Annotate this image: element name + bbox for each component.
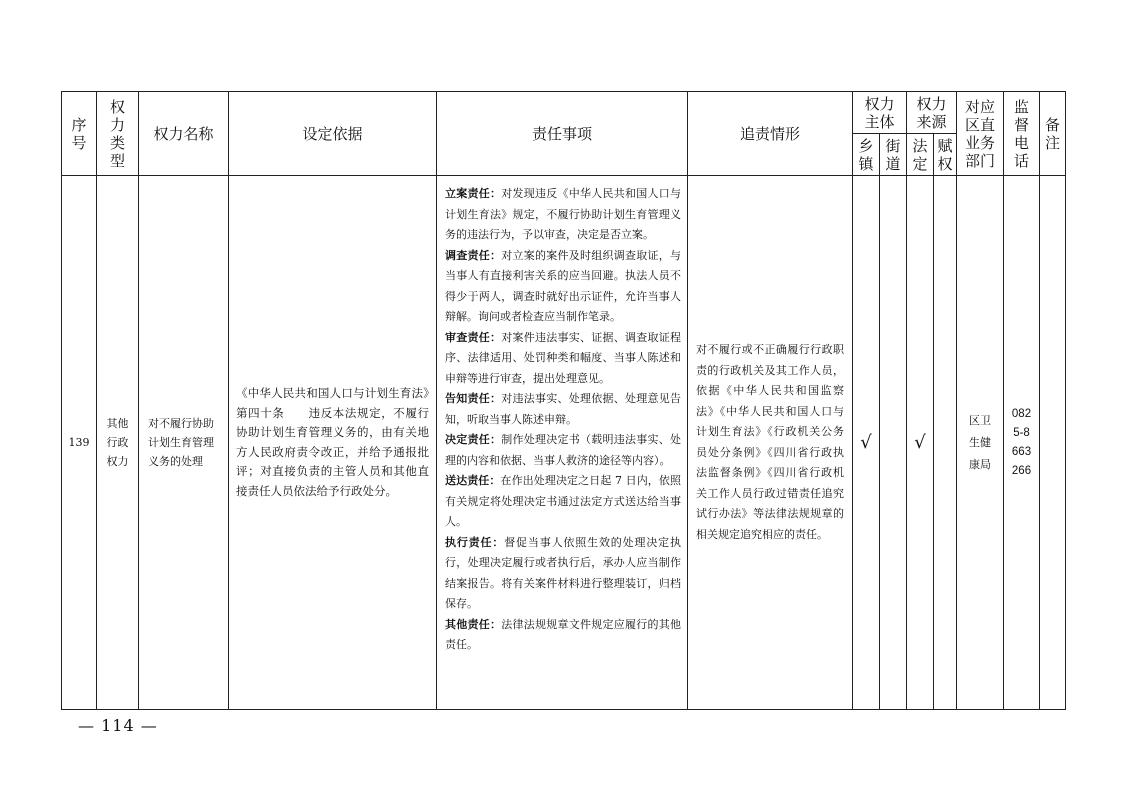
header-phone: 监督电话 bbox=[1004, 92, 1040, 176]
phone-line: 082 bbox=[1011, 407, 1032, 420]
duty-item bbox=[445, 389, 681, 430]
duty-text: 在作出处理决定之日起 7 日内，依照有关规定将处理决定书通过法定方式送达给当事人。 bbox=[445, 474, 681, 528]
duty-label: 其他责任： bbox=[445, 617, 502, 631]
duty-text: 对发现违反《中华人民共和国人口与计划生育法》规定，不履行协助计划生育管理义务的违法行为，予以审查，决定是否立案。 bbox=[445, 187, 681, 241]
header-remark: 备注 bbox=[1040, 92, 1066, 176]
duty-label: 告知责任： bbox=[445, 392, 502, 405]
duty-item bbox=[445, 430, 681, 471]
row-dept: 区卫生健康局 bbox=[957, 176, 1004, 710]
duty-text: 法律法规规章文件规定应履行的其他责任。 bbox=[445, 617, 681, 651]
row-source-granted bbox=[934, 176, 957, 710]
header-subject-street: 街道 bbox=[880, 134, 907, 176]
phone-line: 5-8 bbox=[1013, 426, 1030, 439]
duty-label: 决定责任： bbox=[445, 433, 502, 446]
page-number: — 114 — bbox=[78, 716, 158, 735]
row-basis: 《中华人民共和国人口与计划生育法》第四十条 违反本法规定，不履行协助计划生育管理义务的，由有关地方人民政府责令改正，并给予通报批评；对直接负责的主管人员和其他直接责任人员依法给予行政处分。 bbox=[229, 176, 437, 710]
header-row bbox=[62, 92, 1066, 134]
phone-line: 266 bbox=[1011, 464, 1032, 477]
duty-label: 调查责任： bbox=[445, 248, 502, 262]
row-subject-town: √ bbox=[853, 176, 880, 710]
row-name: 对不履行协助计划生育管理义务的处理 bbox=[139, 176, 229, 710]
power-list-table bbox=[61, 91, 1066, 710]
row-duties bbox=[437, 176, 688, 710]
row-type: 其他行政权力 bbox=[97, 176, 139, 710]
row-source-legal: √ bbox=[907, 176, 934, 710]
header-dept: 对应区直业务部门 bbox=[957, 92, 1004, 176]
header-duty: 责任事项 bbox=[437, 92, 688, 176]
duty-item bbox=[445, 471, 681, 533]
duty-label: 审查责任： bbox=[445, 330, 502, 344]
header-subject: 权力主体 bbox=[853, 92, 907, 134]
row-subject-street bbox=[880, 176, 907, 710]
header-accountability: 追责情形 bbox=[688, 92, 853, 176]
header-subject-town: 乡镇 bbox=[853, 134, 880, 176]
duty-text: 对违法事实、处理依据、处理意见告知，听取当事人陈述申辩。 bbox=[445, 392, 681, 426]
duty-text: 对案件违法事实、证据、调查取证程序、法律适用、处罚种类和幅度、当事人陈述和申辩等进行审查，提出处理意见。 bbox=[445, 330, 681, 385]
row-phone bbox=[1004, 176, 1040, 710]
header-type: 权力类型 bbox=[97, 92, 139, 176]
row-seq: 139 bbox=[62, 176, 97, 710]
duty-item bbox=[445, 246, 681, 328]
duty-label: 立案责任： bbox=[445, 187, 502, 200]
duty-text: 督促当事人依照生效的处理决定执行，处理决定履行或者执行后，承办人应当制作结案报告。将有关案件材料进行整理装订，归档保存。 bbox=[445, 535, 682, 610]
duty-label: 送达责任： bbox=[445, 474, 501, 487]
header-source-legal: 法定 bbox=[907, 134, 934, 176]
header-source-granted: 赋权 bbox=[934, 134, 957, 176]
header-basis: 设定依据 bbox=[229, 92, 437, 176]
row-remark bbox=[1040, 176, 1066, 710]
row-accountability: 对不履行或不正确履行行政职责的行政机关及其工作人员，依据《中华人民共和国监察法》《中华人民共和国人口与计划生育法》《行政机关公务员处分条例》《四川省行政执法监督条例》《四川省行政机关工作人员行政过错责任追究试行办法》等法律法规规章的相关规定追究相应的责任。 bbox=[688, 176, 853, 710]
duty-item bbox=[445, 184, 681, 246]
header-name: 权力名称 bbox=[139, 92, 229, 176]
phone-line: 663 bbox=[1011, 445, 1032, 458]
duty-item bbox=[445, 615, 681, 656]
duty-item bbox=[445, 328, 681, 390]
duty-label: 执行责任： bbox=[445, 535, 505, 549]
table-row bbox=[62, 176, 1066, 710]
header-source: 权力来源 bbox=[907, 92, 957, 134]
header-seq: 序号 bbox=[62, 92, 97, 176]
duty-item bbox=[445, 533, 681, 615]
duty-text: 制作处理决定书（载明违法事实、处理的内容和依据、当事人救济的途径等内容）。 bbox=[445, 433, 681, 467]
duty-text: 对立案的案件及时组织调查取证，与当事人有直接利害关系的应当回避。执法人员不得少于两人，调查时就好出示证件，允许当事人辩解。询问或者检查应当制作笔录。 bbox=[445, 248, 681, 323]
